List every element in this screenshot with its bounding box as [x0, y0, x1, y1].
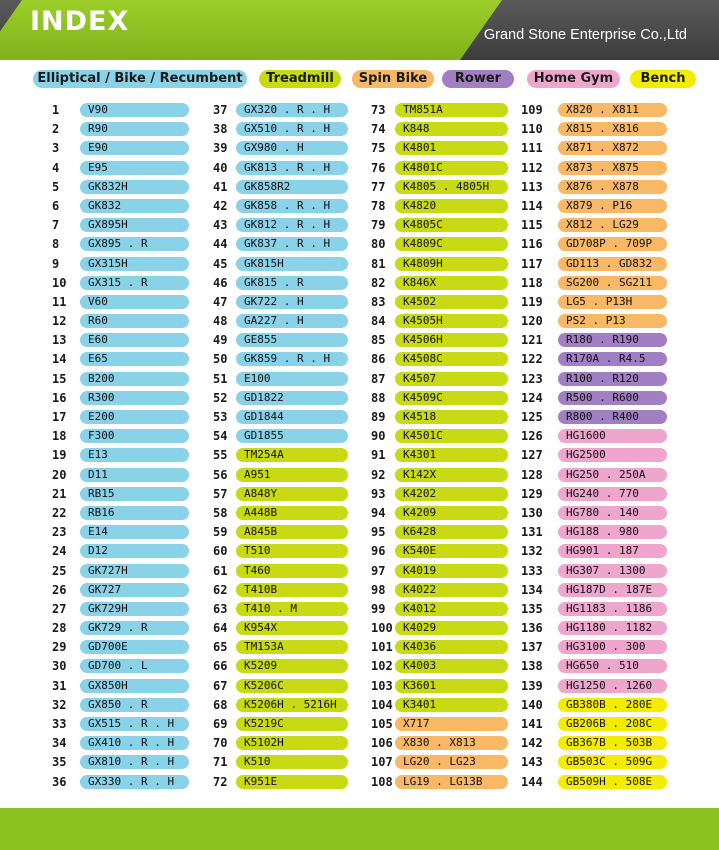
model-label: K4012	[395, 602, 508, 616]
item-number: 76	[371, 160, 386, 175]
model-label: E65	[80, 352, 189, 366]
item-number: 109	[521, 103, 543, 117]
item-number: 8	[52, 237, 60, 252]
item-number: 79	[371, 218, 386, 233]
model-label: R300	[80, 391, 189, 405]
model-label: E90	[80, 141, 189, 155]
model-label: D11	[80, 468, 189, 482]
item-number: 142	[521, 736, 543, 751]
item-number: 129	[521, 486, 543, 501]
item-number: 58	[213, 505, 228, 520]
item-number: 55	[213, 448, 228, 463]
model-label: SG200 . SG211	[558, 276, 667, 290]
model-label: T410 . M	[236, 602, 348, 616]
model-label: X879 . P16	[558, 199, 667, 213]
item-number: 39	[213, 141, 228, 156]
item-number: 53	[213, 410, 228, 424]
model-label: HG187D . 187E	[558, 583, 667, 597]
model-label: GK727	[80, 583, 189, 597]
model-label: HG1183 . 1186	[558, 602, 667, 616]
model-label: GK832H	[80, 180, 189, 194]
model-label: GK837 . R . H	[236, 237, 348, 251]
model-label: GX850 . R	[80, 698, 189, 712]
item-number: 75	[371, 141, 386, 156]
model-label: R800 . R400	[558, 410, 667, 424]
item-number: 91	[371, 448, 386, 463]
item-number: 26	[52, 582, 67, 597]
model-label: GK729H	[80, 602, 189, 616]
model-label: GX515 . R . H	[80, 717, 189, 731]
model-label: K510	[236, 755, 348, 769]
model-label: GB367B . 503B	[558, 736, 667, 750]
model-label: K4805 . 4805H	[395, 180, 508, 194]
model-label: HG780 . 140	[558, 506, 667, 520]
item-number: 104	[371, 697, 393, 712]
model-label: E200	[80, 410, 189, 424]
model-label: GD700E	[80, 640, 189, 654]
item-number: 3	[52, 141, 60, 156]
item-number: 29	[52, 640, 67, 655]
model-label: GX895H	[80, 218, 189, 232]
model-label: K5206H . 5216H	[236, 698, 348, 712]
item-number: 103	[371, 678, 393, 693]
model-label: GK832	[80, 199, 189, 213]
model-label: R180 . R190	[558, 333, 667, 347]
model-label: GX895 . R	[80, 237, 189, 251]
item-number: 124	[521, 390, 543, 405]
item-number: 87	[371, 371, 386, 386]
item-number: 112	[521, 160, 543, 175]
item-number: 108	[371, 774, 393, 789]
model-label: GD1844	[236, 410, 348, 424]
item-number: 48	[213, 314, 228, 329]
model-label: K4019	[395, 564, 508, 578]
model-label: K4301	[395, 448, 508, 462]
model-label: K4003	[395, 659, 508, 673]
item-number: 7	[52, 218, 60, 233]
item-number: 35	[52, 755, 67, 770]
model-label: K951E	[236, 775, 348, 789]
item-number: 65	[213, 640, 228, 655]
model-label: TM254A	[236, 448, 348, 462]
model-label: K4809C	[395, 237, 508, 251]
model-label: RB16	[80, 506, 189, 520]
model-label: K4507	[395, 372, 508, 386]
model-label: X876 . X878	[558, 180, 667, 194]
item-number: 137	[521, 640, 543, 655]
legend-spin-bike: Spin Bike	[352, 70, 434, 88]
item-number: 121	[521, 333, 543, 348]
model-label: GB206B . 208C	[558, 717, 667, 731]
item-number: 5	[52, 179, 60, 194]
item-number: 111	[521, 141, 543, 156]
item-number: 130	[521, 505, 543, 520]
item-number: 105	[371, 717, 393, 731]
model-label: GX510 . R . H	[236, 122, 348, 136]
model-label: HG250 . 250A	[558, 468, 667, 482]
item-number: 113	[521, 179, 543, 194]
model-label: E13	[80, 448, 189, 462]
model-label: PS2 . P13	[558, 314, 667, 328]
item-number: 95	[371, 525, 386, 540]
model-label: GK858 . R . H	[236, 199, 348, 213]
model-label: K6428	[395, 525, 508, 539]
item-number: 114	[521, 198, 543, 213]
item-number: 106	[371, 736, 393, 751]
model-label: HG188 . 980	[558, 525, 667, 539]
model-label: T510	[236, 544, 348, 558]
item-number: 88	[371, 390, 386, 405]
item-number: 133	[521, 563, 543, 578]
company-name: Grand Stone Enterprise Co.,Ltd	[483, 27, 687, 43]
item-number: 59	[213, 525, 228, 540]
item-number: 64	[213, 621, 228, 636]
model-label: GK729 . R	[80, 621, 189, 635]
item-number: 27	[52, 601, 67, 616]
item-number: 71	[213, 755, 228, 770]
model-label: HG650 . 510	[558, 659, 667, 673]
model-label: GK858R2	[236, 180, 348, 194]
model-label: K3401	[395, 698, 508, 712]
model-label: K4202	[395, 487, 508, 501]
category-legend	[0, 70, 719, 90]
item-number: 45	[213, 256, 228, 271]
item-number: 13	[52, 333, 67, 348]
model-label: A448B	[236, 506, 348, 520]
model-label: LG19 . LG13B	[395, 775, 508, 789]
item-number: 25	[52, 563, 67, 578]
model-label: HG1180 . 1182	[558, 621, 667, 635]
item-number: 81	[371, 256, 386, 271]
item-number: 31	[52, 678, 67, 693]
item-number: 33	[52, 717, 67, 731]
item-number: 44	[213, 237, 228, 252]
item-number: 17	[52, 410, 67, 424]
model-label: HG2500	[558, 448, 667, 462]
legend-home-gym: Home Gym	[527, 70, 620, 88]
model-label: GD1822	[236, 391, 348, 405]
model-label: GB503C . 509G	[558, 755, 667, 769]
item-number: 2	[52, 122, 60, 137]
item-number: 120	[521, 314, 543, 329]
item-number: 47	[213, 294, 228, 309]
model-label: X812 . LG29	[558, 218, 667, 232]
item-number: 116	[521, 237, 543, 252]
model-label: GK815 . R	[236, 276, 348, 290]
item-number: 62	[213, 582, 228, 597]
item-number: 132	[521, 544, 543, 559]
item-number: 32	[52, 697, 67, 712]
model-label: K4509C	[395, 391, 508, 405]
item-number: 119	[521, 294, 543, 309]
model-label: K5102H	[236, 736, 348, 750]
model-label: X820 . X811	[558, 103, 667, 117]
model-label: K4820	[395, 199, 508, 213]
model-label: A848Y	[236, 487, 348, 501]
item-number: 52	[213, 390, 228, 405]
item-number: 40	[213, 160, 228, 175]
model-label: GX330 . R . H	[80, 775, 189, 789]
model-label: E14	[80, 525, 189, 539]
item-number: 43	[213, 218, 228, 233]
item-number: 60	[213, 544, 228, 559]
item-number: 22	[52, 505, 67, 520]
model-label: K142X	[395, 468, 508, 482]
item-number: 50	[213, 352, 228, 367]
model-label: HG1250 . 1260	[558, 679, 667, 693]
model-label: R170A . R4.5	[558, 352, 667, 366]
model-label: GX810 . R . H	[80, 755, 189, 769]
legend-elliptical-bike-recumbent: Elliptical / Bike / Recumbent	[33, 70, 247, 88]
item-number: 19	[52, 448, 67, 463]
model-label: X717	[395, 717, 508, 731]
item-number: 14	[52, 352, 67, 367]
item-number: 118	[521, 275, 543, 290]
item-number: 66	[213, 659, 228, 674]
model-label: GD1855	[236, 429, 348, 443]
item-number: 72	[213, 774, 228, 789]
item-number: 46	[213, 275, 228, 290]
model-label: D12	[80, 544, 189, 558]
model-label: K4805C	[395, 218, 508, 232]
model-label: GD700 . L	[80, 659, 189, 673]
item-number: 135	[521, 601, 543, 616]
item-number: 100	[371, 621, 393, 636]
item-number: 84	[371, 314, 386, 329]
model-label: GX980 . H	[236, 141, 348, 155]
model-label: HG3100 . 300	[558, 640, 667, 654]
item-number: 34	[52, 736, 67, 751]
item-number: 15	[52, 371, 67, 386]
page-title: INDEX	[30, 6, 130, 37]
item-number: 6	[52, 198, 60, 213]
item-number: 67	[213, 678, 228, 693]
model-label: E60	[80, 333, 189, 347]
item-number: 138	[521, 659, 543, 674]
item-number: 96	[371, 544, 386, 559]
model-label: R100 . R120	[558, 372, 667, 386]
item-number: 82	[371, 275, 386, 290]
item-number: 41	[213, 179, 228, 194]
item-number: 74	[371, 122, 386, 137]
model-label: TM153A	[236, 640, 348, 654]
item-number: 49	[213, 333, 228, 348]
model-label: GD708P . 709P	[558, 237, 667, 251]
item-number: 20	[52, 467, 67, 482]
item-number: 92	[371, 467, 386, 482]
item-number: 144	[521, 774, 543, 789]
model-label: K5209	[236, 659, 348, 673]
model-label: E95	[80, 161, 189, 175]
model-label: GK722 . H	[236, 295, 348, 309]
item-number: 16	[52, 390, 67, 405]
item-number: 42	[213, 198, 228, 213]
model-label: K5206C	[236, 679, 348, 693]
item-number: 11	[52, 294, 67, 309]
item-number: 69	[213, 717, 228, 731]
model-label: HG307 . 1300	[558, 564, 667, 578]
item-number: 136	[521, 621, 543, 636]
model-label: GX315 . R	[80, 276, 189, 290]
item-number: 68	[213, 697, 228, 712]
item-number: 122	[521, 352, 543, 367]
item-number: 4	[52, 160, 60, 175]
item-number: 36	[52, 774, 67, 789]
item-number: 23	[52, 525, 67, 540]
item-number: 125	[521, 410, 543, 424]
item-number: 90	[371, 429, 386, 444]
item-number: 139	[521, 678, 543, 693]
item-number: 128	[521, 467, 543, 482]
item-number: 97	[371, 563, 386, 578]
item-number: 57	[213, 486, 228, 501]
item-number: 56	[213, 467, 228, 482]
model-label: X830 . X813	[395, 736, 508, 750]
model-label: GX315H	[80, 257, 189, 271]
item-number: 86	[371, 352, 386, 367]
model-label: GK812 . R . H	[236, 218, 348, 232]
item-number: 131	[521, 525, 543, 540]
item-number: 28	[52, 621, 67, 636]
item-number: 93	[371, 486, 386, 501]
model-label: GE855	[236, 333, 348, 347]
model-label: HG901 . 187	[558, 544, 667, 558]
model-label: X815 . X816	[558, 122, 667, 136]
legend-bench: Bench	[630, 70, 696, 88]
model-label: K846X	[395, 276, 508, 290]
model-label: K4809H	[395, 257, 508, 271]
model-label: K540E	[395, 544, 508, 558]
item-number: 143	[521, 755, 543, 770]
model-label: K5219C	[236, 717, 348, 731]
item-number: 99	[371, 601, 386, 616]
item-number: 123	[521, 371, 543, 386]
item-number: 10	[52, 275, 67, 290]
model-label: K954X	[236, 621, 348, 635]
model-label: TM851A	[395, 103, 508, 117]
model-label: B200	[80, 372, 189, 386]
model-label: K4036	[395, 640, 508, 654]
item-number: 1	[52, 103, 60, 117]
item-number: 117	[521, 256, 543, 271]
item-number: 77	[371, 179, 386, 194]
item-number: 61	[213, 563, 228, 578]
item-number: 98	[371, 582, 386, 597]
item-number: 115	[521, 218, 543, 233]
model-label: K4801C	[395, 161, 508, 175]
item-number: 54	[213, 429, 228, 444]
item-number: 9	[52, 256, 60, 271]
item-number: 141	[521, 717, 543, 731]
model-label: R60	[80, 314, 189, 328]
model-label: GK727H	[80, 564, 189, 578]
model-label: R90	[80, 122, 189, 136]
model-label: R500 . R600	[558, 391, 667, 405]
model-label: GX410 . R . H	[80, 736, 189, 750]
item-number: 18	[52, 429, 67, 444]
item-number: 38	[213, 122, 228, 137]
legend-treadmill: Treadmill	[259, 70, 341, 88]
model-label: K4518	[395, 410, 508, 424]
model-label: X873 . X875	[558, 161, 667, 175]
model-label: GK815H	[236, 257, 348, 271]
item-number: 70	[213, 736, 228, 751]
model-label: K4506H	[395, 333, 508, 347]
model-label: F300	[80, 429, 189, 443]
model-label: GB509H . 508E	[558, 775, 667, 789]
item-number: 80	[371, 237, 386, 252]
item-number: 12	[52, 314, 67, 329]
model-label: LG5 . P13H	[558, 295, 667, 309]
model-label: K4508C	[395, 352, 508, 366]
item-number: 78	[371, 198, 386, 213]
model-label: K848	[395, 122, 508, 136]
item-number: 51	[213, 371, 228, 386]
item-number: 89	[371, 410, 386, 424]
item-number: 21	[52, 486, 67, 501]
model-label: K3601	[395, 679, 508, 693]
model-label: K4501C	[395, 429, 508, 443]
model-label: GB380B . 280E	[558, 698, 667, 712]
model-label: HG1600	[558, 429, 667, 443]
item-number: 140	[521, 697, 543, 712]
model-label: V90	[80, 103, 189, 117]
item-number: 30	[52, 659, 67, 674]
item-number: 102	[371, 659, 393, 674]
legend-rower: Rower	[442, 70, 514, 88]
header-banner	[0, 0, 719, 60]
model-label: E100	[236, 372, 348, 386]
model-label: V60	[80, 295, 189, 309]
model-label: A845B	[236, 525, 348, 539]
model-label: K4029	[395, 621, 508, 635]
model-label: A951	[236, 468, 348, 482]
item-number: 107	[371, 755, 393, 770]
item-number: 24	[52, 544, 67, 559]
model-label: K4022	[395, 583, 508, 597]
item-number: 83	[371, 294, 386, 309]
item-number: 37	[213, 103, 228, 117]
model-label: GK813 . R . H	[236, 161, 348, 175]
model-label: RB15	[80, 487, 189, 501]
model-label: K4209	[395, 506, 508, 520]
item-number: 127	[521, 448, 543, 463]
item-number: 134	[521, 582, 543, 597]
model-label: LG20 . LG23	[395, 755, 508, 769]
model-label: K4502	[395, 295, 508, 309]
model-label: T410B	[236, 583, 348, 597]
model-label: K4801	[395, 141, 508, 155]
model-label: X871 . X872	[558, 141, 667, 155]
item-number: 110	[521, 122, 543, 137]
model-label: GX850H	[80, 679, 189, 693]
footer-bar	[0, 808, 719, 850]
item-number: 94	[371, 505, 386, 520]
model-label: GX320 . R . H	[236, 103, 348, 117]
item-number: 85	[371, 333, 386, 348]
model-label: GD113 . GD832	[558, 257, 667, 271]
item-number: 101	[371, 640, 393, 655]
model-label: HG240 . 770	[558, 487, 667, 501]
item-number: 126	[521, 429, 543, 444]
model-label: GA227 . H	[236, 314, 348, 328]
model-label: T460	[236, 564, 348, 578]
item-number: 63	[213, 601, 228, 616]
item-number: 73	[371, 103, 386, 117]
model-label: K4505H	[395, 314, 508, 328]
model-label: GK859 . R . H	[236, 352, 348, 366]
